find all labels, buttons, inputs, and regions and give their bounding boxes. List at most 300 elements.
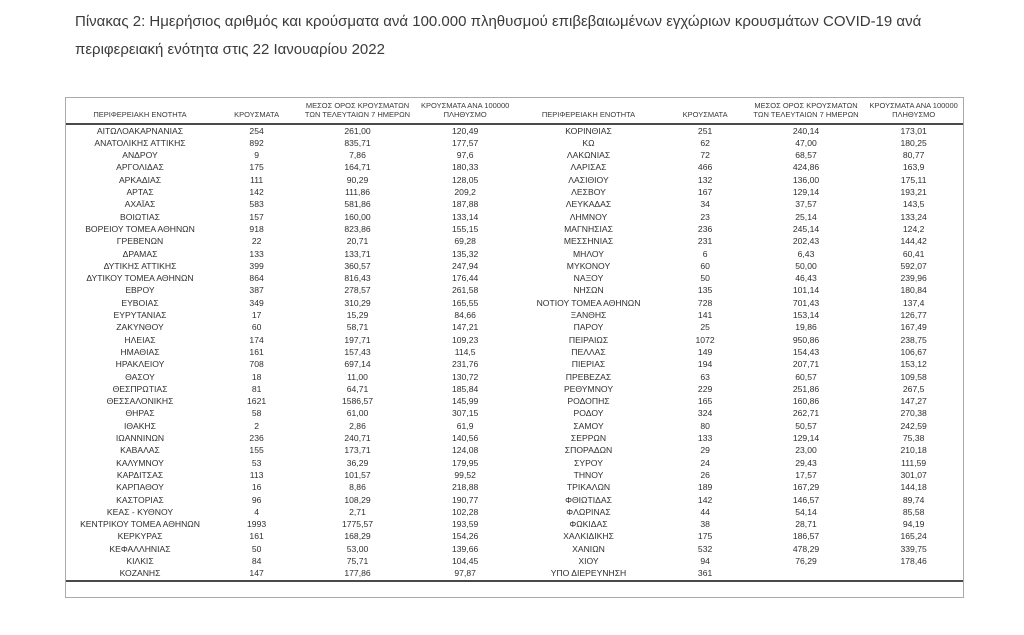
table-cell: ΚΑΒΑΛΑΣ	[120, 445, 160, 456]
table-row	[515, 124, 964, 137]
table-cell: 80	[700, 420, 710, 431]
table-header-left	[66, 98, 515, 124]
table-cell: ΡΟΔΟΠΗΣ	[567, 396, 610, 407]
table-cell: ΚΕΦΑΛΛΗΝΙΑΣ	[109, 543, 171, 554]
table-cell: 816,43	[344, 273, 371, 284]
table-row	[66, 371, 515, 383]
table-cell: ΑΡΓΟΛΙΔΑΣ	[116, 162, 164, 173]
table-cell: ΛΕΥΚΑΔΑΣ	[565, 199, 612, 210]
table-cell: ΚΑΛΥΜΝΟΥ	[116, 457, 164, 468]
table-cell: 22	[251, 236, 262, 247]
table-cell: 135	[697, 285, 713, 296]
table-cell: ΠΡΕΒΕΖΑΣ	[565, 371, 612, 382]
table-cell: 68,57	[795, 150, 817, 161]
table-row	[66, 248, 515, 260]
table-cell: 17,57	[795, 469, 817, 480]
table-cell: 168,29	[344, 531, 371, 542]
table-cell: ΓΡΕΒΕΝΩΝ	[116, 236, 164, 247]
table-cell: 701,43	[792, 297, 820, 308]
table-row	[66, 198, 515, 210]
table-row	[66, 124, 515, 137]
table-cell: 108,29	[344, 494, 371, 505]
table-cell: 236	[249, 433, 264, 444]
table-cell: 160,00	[344, 211, 371, 222]
table-cell: 1072	[695, 334, 715, 345]
table-cell: 142	[697, 494, 713, 505]
table-body-right	[515, 124, 964, 581]
table-cell: 23,00	[795, 445, 817, 456]
table-row	[66, 161, 515, 173]
table-cell: 97,6	[456, 150, 474, 161]
table-cell: ΣΠΟΡΑΔΩΝ	[564, 445, 613, 456]
table-row	[515, 334, 964, 346]
table-cell: 180,25	[900, 137, 927, 148]
table-cell: 75,38	[902, 433, 925, 444]
table-cell: ΝΗΣΩΝ	[573, 285, 604, 296]
table-row	[515, 530, 964, 542]
table-cell: ΡΕΘΥΜΝΟΥ	[563, 383, 614, 394]
table-row	[515, 432, 964, 444]
table-row	[515, 407, 964, 419]
table-row	[515, 272, 964, 284]
table-cell: 72	[700, 150, 710, 161]
table-cell: 61,9	[456, 420, 474, 431]
table-row	[515, 395, 964, 407]
table-cell: ΚΕΡΚΥΡΑΣ	[117, 531, 163, 542]
table-cell: ΚΩ	[582, 137, 595, 148]
table-cell: 101,57	[344, 469, 371, 480]
table-cell: 339,75	[900, 543, 927, 554]
table-row	[515, 371, 964, 383]
col-header-region: ΠΕΡΙΦΕΡΕΙΑΚΗ ΕΝΟΤΗΤΑ	[515, 98, 663, 124]
table-row	[66, 420, 515, 432]
col-header-region: ΠΕΡΙΦΕΡΕΙΑΚΗ ΕΝΟΤΗΤΑ	[66, 98, 214, 124]
table-row	[515, 211, 964, 223]
table-cell: ΘΑΣΟΥ	[125, 371, 155, 382]
table-cell: 210,18	[900, 445, 927, 456]
table-cell: 6,43	[797, 248, 815, 259]
covid-region-table	[65, 97, 964, 598]
table-cell: ΧΑΝΙΩΝ	[572, 543, 605, 554]
table-cell: 135,32	[452, 248, 479, 259]
table-cell: 38	[700, 519, 710, 530]
table-cell: 75,71	[346, 555, 369, 566]
table-cell: ΒΟΡΕΙΟΥ ΤΟΜΕΑ ΑΘΗΝΩΝ	[85, 223, 195, 234]
table-cell: 581,86	[344, 199, 371, 210]
table-cell: 236	[697, 223, 713, 234]
table-cell: 1775,57	[341, 519, 374, 530]
table-cell: ΙΘΑΚΗΣ	[124, 420, 156, 431]
table-cell: 109,23	[452, 334, 479, 345]
table-cell: 46,43	[795, 273, 817, 284]
table-cell: 194	[697, 359, 713, 370]
table-cell: 133,24	[900, 211, 927, 222]
table-cell: 36,29	[346, 457, 369, 468]
table-cell: ΑΧΑΪΑΣ	[124, 199, 156, 210]
table-cell: 231	[697, 236, 713, 247]
table-cell: 101,14	[792, 285, 820, 296]
table-cell: 63	[700, 371, 710, 382]
table-cell: 697,14	[344, 359, 371, 370]
col-header-per100k: ΚΡΟΥΣΜΑΤΑ ΑΝΑ 100000 ΠΛΗΘΥΣΜΟ	[864, 98, 963, 124]
table-cell: 349	[249, 297, 264, 308]
table-row	[515, 186, 964, 198]
table-cell: ΒΟΙΩΤΙΑΣ	[120, 211, 160, 222]
table-cell: 207,71	[792, 359, 820, 370]
table-cell: 154,26	[452, 531, 479, 542]
table-row	[515, 284, 964, 296]
table-cell: 892	[249, 137, 264, 148]
table-cell: 247,94	[452, 260, 479, 271]
table-row	[515, 297, 964, 309]
table-cell: 99,52	[454, 469, 476, 480]
table-cell: 133,71	[344, 248, 371, 259]
table-cell: ΜΕΣΣΗΝΙΑΣ	[563, 236, 614, 247]
table-cell: ΦΩΚΙΔΑΣ	[569, 519, 608, 530]
table-cell: 29	[700, 445, 710, 456]
table-cell: 254	[249, 125, 264, 136]
table-row	[515, 469, 964, 481]
table-cell: 133,14	[452, 211, 479, 222]
table-cell: 44	[700, 506, 710, 517]
table-row	[66, 174, 515, 186]
table-cell: 146,57	[792, 494, 820, 505]
table-cell: 50	[700, 273, 710, 284]
table-cell: 310,29	[344, 297, 371, 308]
table-cell: 7,86	[349, 150, 366, 161]
table-row	[515, 321, 964, 333]
table-cell: ΛΑΚΩΝΙΑΣ	[566, 150, 611, 161]
table-row	[515, 309, 964, 321]
table-cell: 50,00	[795, 260, 817, 271]
table-cell: ΕΥΡΥΤΑΝΙΑΣ	[113, 310, 167, 321]
table-cell: 129,14	[792, 433, 820, 444]
table-row	[515, 149, 964, 161]
table-cell: ΧΙΟΥ	[578, 555, 599, 566]
table-cell: ΣΥΡΟΥ	[574, 457, 603, 468]
table-cell: 424,86	[792, 162, 820, 173]
table-cell: 231,76	[452, 359, 479, 370]
table-cell: 109,58	[900, 371, 927, 382]
table-cell: 165	[697, 396, 713, 407]
table-cell: 69,28	[454, 236, 476, 247]
col-header-avg7: ΜΕΣΟΣ ΟΡΟΣ ΚΡΟΥΣΜΑΤΩΝ ΤΩΝ ΤΕΛΕΥΤΑΙΩΝ 7 ΗΜΕΡΩΝ	[748, 98, 865, 124]
table-cell: 307,15	[452, 408, 479, 419]
table-cell: 155,15	[452, 223, 479, 234]
table-cell: ΡΟΔΟΥ	[573, 408, 604, 419]
table-cell: 111,86	[345, 187, 371, 198]
table-cell: 144,42	[900, 236, 927, 247]
table-row	[66, 530, 515, 542]
table-cell: 85,58	[902, 506, 925, 517]
table-row	[66, 309, 515, 321]
table-cell: 60	[700, 260, 710, 271]
table-cell: ΚΑΡΔΙΤΣΑΣ	[116, 469, 164, 480]
table-cell: 1586,57	[341, 396, 374, 407]
table-cell: 90,29	[346, 174, 369, 185]
table-cell: 251,86	[792, 383, 820, 394]
table-row	[515, 383, 964, 395]
table-cell: ΤΡΙΚΑΛΩΝ	[566, 482, 611, 493]
table-row	[515, 248, 964, 260]
table-cell: 28,71	[795, 519, 817, 530]
table-cell: 132	[697, 174, 713, 185]
table-row	[66, 272, 515, 284]
table-cell: 1993	[247, 519, 267, 530]
table-row	[66, 494, 515, 506]
table-cell: ΑΝΑΤΟΛΙΚΗΣ ΑΤΤΙΚΗΣ	[94, 137, 186, 148]
table-cell: 175	[697, 531, 713, 542]
table-cell: 728	[697, 297, 713, 308]
table-cell: 387	[249, 285, 264, 296]
table-row	[66, 297, 515, 309]
table-cell: 130,72	[452, 371, 479, 382]
table-cell: ΜΥΚΟΝΟΥ	[566, 260, 611, 271]
table-cell: 478,29	[792, 543, 820, 554]
table-row	[515, 444, 964, 456]
table-row	[66, 469, 515, 481]
table-row	[515, 161, 964, 173]
table-cell: 140,56	[452, 433, 479, 444]
table-cell: 76,29	[795, 555, 817, 566]
table-cell: 153,14	[792, 310, 820, 321]
table-cell: 157,43	[344, 346, 371, 357]
table-cell: 864	[249, 273, 264, 284]
table-cell: ΑΡΚΑΔΙΑΣ	[118, 174, 162, 185]
table-row	[66, 457, 515, 469]
table-cell: 301,07	[900, 469, 927, 480]
table-cell: 240,71	[344, 433, 371, 444]
table-cell: 262,71	[792, 408, 820, 419]
table-cell: 161	[249, 531, 264, 542]
table-cell: 185,84	[452, 383, 479, 394]
table-cell: ΦΛΩΡΙΝΑΣ	[566, 506, 611, 517]
table-cell: 239,96	[900, 273, 927, 284]
table-cell: ΛΑΡΙΣΑΣ	[570, 162, 607, 173]
table-row	[66, 149, 515, 161]
table-row	[66, 543, 515, 555]
table-row	[66, 346, 515, 358]
table-cell: 154,43	[792, 346, 820, 357]
table-cell: 1621	[247, 396, 267, 407]
table-cell: 84,66	[454, 310, 476, 321]
table-row	[515, 518, 964, 530]
table-cell: ΣΕΡΡΩΝ	[570, 433, 607, 444]
table-cell: 84	[251, 555, 262, 566]
table-header-right	[515, 98, 964, 124]
table-cell: 218,88	[452, 482, 479, 493]
table-cell: 153,12	[900, 359, 927, 370]
table-cell: 23	[700, 211, 710, 222]
table-cell: 16	[251, 482, 262, 493]
table-cell: ΚΙΛΚΙΣ	[126, 555, 154, 566]
table-title: Πίνακας 2: Ημερήσιος αριθμός και κρούσματα ανά 100.000 πληθυσμού επιβεβαιωμένων εγχώριων κρουσμάτων COVID-19 ανά περιφερειακή ενότητα στις 22 Ιανουαρίου 2022	[75, 13, 922, 58]
table-row	[515, 223, 964, 235]
table-cell: 823,86	[344, 223, 371, 234]
table-cell: ΘΗΡΑΣ	[125, 408, 155, 419]
table-cell: 34	[700, 199, 710, 210]
table-cell: 155	[249, 445, 264, 456]
table-row	[66, 284, 515, 296]
table-row	[66, 358, 515, 370]
table-cell: ΑΝΔΡΟΥ	[122, 150, 158, 161]
table-cell: 11,00	[347, 371, 368, 382]
table-row	[515, 567, 964, 580]
table-cell: 242,59	[900, 420, 927, 431]
table-cell: 278,57	[344, 285, 371, 296]
table-cell: 20,71	[346, 236, 369, 247]
table-cell: 240,14	[792, 125, 820, 136]
table-cell: ΙΩΑΝΝΙΝΩΝ	[115, 433, 165, 444]
table-row	[66, 407, 515, 419]
table-row	[66, 481, 515, 493]
table-cell: ΠΕΛΛΑΣ	[571, 346, 606, 357]
table-cell: 147,21	[452, 322, 479, 333]
cases-table-right	[515, 98, 964, 582]
table-row	[66, 432, 515, 444]
table-cell: 177,86	[344, 568, 371, 579]
table-cell: 361	[697, 568, 713, 579]
table-cell: 24	[700, 457, 710, 468]
table-cell: 80,77	[902, 150, 925, 161]
table-cell: 15,29	[346, 310, 369, 321]
table-cell: 64,71	[346, 383, 369, 394]
table-cell: 229	[697, 383, 713, 394]
table-cell: ΕΒΡΟΥ	[125, 285, 155, 296]
table-cell: 950,86	[792, 334, 820, 345]
table-cell: 133	[697, 433, 713, 444]
table-row	[515, 198, 964, 210]
table-row	[515, 346, 964, 358]
table-cell: ΦΘΙΩΤΙΔΑΣ	[565, 494, 612, 505]
table-cell: 128,05	[452, 174, 479, 185]
table-cell: 81	[251, 383, 262, 394]
table-row	[515, 420, 964, 432]
table-row	[66, 334, 515, 346]
table-cell: ΝΑΞΟΥ	[573, 273, 604, 284]
table-cell: 2,86	[349, 420, 366, 431]
table-cell: 17	[251, 310, 262, 321]
table-cell: 136,00	[792, 174, 820, 185]
table-row	[66, 395, 515, 407]
table-cell: 145,99	[452, 396, 479, 407]
table-cell: ΔΡΑΜΑΣ	[122, 248, 158, 259]
table-cell: ΚΑΣΤΟΡΙΑΣ	[116, 494, 164, 505]
table-row	[515, 137, 964, 149]
header-row	[515, 98, 964, 124]
table-cell: ΛΑΣΙΘΙΟΥ	[568, 174, 609, 185]
table-cell: ΔΥΤΙΚΟΥ ΤΟΜΕΑ ΑΘΗΝΩΝ	[86, 273, 194, 284]
table-cell: 126,77	[900, 310, 927, 321]
table-cell: ΛΕΣΒΟΥ	[571, 187, 606, 198]
table-cell: 4	[254, 506, 259, 517]
table-cell: 141	[697, 310, 713, 321]
table-cell: 124,08	[452, 445, 479, 456]
table-cell: ΛΗΜΝΟΥ	[569, 211, 608, 222]
table-row	[66, 235, 515, 247]
table-cell: 160,86	[792, 396, 820, 407]
table-cell: 104,45	[452, 555, 479, 566]
table-cell: 180,84	[900, 285, 927, 296]
table-cell: ΝΟΤΙΟΥ ΤΟΜΕΑ ΑΘΗΝΩΝ	[536, 297, 641, 308]
table-cell: 54,14	[795, 506, 817, 517]
table-cell: 53,00	[346, 543, 369, 554]
table-cell: 157	[249, 211, 264, 222]
table-cell: 113	[249, 469, 264, 480]
table-cell: 9	[254, 150, 259, 161]
table-cell: 167,29	[792, 482, 820, 493]
table-cell: 167,49	[900, 322, 927, 333]
table-cell: ΥΠΟ ΔΙΕΡΕΥΝΗΣΗ	[550, 568, 627, 579]
table-cell: 267,5	[902, 383, 925, 394]
table-cell: 50	[251, 543, 262, 554]
table-cell: 26	[700, 469, 710, 480]
table-cell: 60	[251, 322, 262, 333]
table-cell: ΖΑΚΥΝΘΟΥ	[116, 322, 164, 333]
table-cell: 178,46	[900, 555, 927, 566]
table-cell: 2,71	[349, 506, 366, 517]
table-cell: 149	[697, 346, 713, 357]
table-cell: 53	[251, 457, 262, 468]
table-row	[515, 235, 964, 247]
table-cell: 144,18	[900, 482, 927, 493]
table-row	[66, 321, 515, 333]
table-cell: 139,66	[452, 543, 479, 554]
table-cell: ΔΥΤΙΚΗΣ ΑΤΤΙΚΗΣ	[103, 260, 177, 271]
table-cell: 186,57	[792, 531, 820, 542]
table-cell: 163,9	[902, 162, 925, 173]
col-header-cases: ΚΡΟΥΣΜΑΤΑ	[214, 98, 299, 124]
col-header-per100k: ΚΡΟΥΣΜΑΤΑ ΑΝΑ 100000 ΠΛΗΘΥΣΜΟ	[416, 98, 515, 124]
table-row	[515, 358, 964, 370]
table-cell: 161	[249, 346, 264, 357]
table-cell: 58	[251, 408, 262, 419]
table-cell: 94,19	[902, 519, 925, 530]
table-cell: 835,71	[344, 137, 371, 148]
table-cell: 179,95	[452, 457, 479, 468]
table-cell: 177,57	[452, 137, 479, 148]
table-cell: ΑΡΤΑΣ	[126, 187, 154, 198]
table-row	[66, 506, 515, 518]
table-cell: ΑΙΤΩΛΟΑΚΑΡΝΑΝΙΑΣ	[96, 125, 184, 136]
table-cell: 142	[249, 187, 264, 198]
table-cell: 137,4	[902, 297, 925, 308]
table-cell	[748, 567, 865, 580]
table-row	[66, 383, 515, 395]
table-cell: 174	[249, 334, 264, 345]
table-cell: 165,55	[452, 297, 479, 308]
table-cell: ΘΕΣΣΑΛΟΝΙΚΗΣ	[106, 396, 174, 407]
table-cell: 399	[249, 260, 264, 271]
table-cell: 251	[697, 125, 713, 136]
table-cell: ΜΑΓΝΗΣΙΑΣ	[564, 223, 613, 234]
table-cell: 147	[249, 568, 264, 579]
table-cell: 261,58	[452, 285, 479, 296]
table-cell: 111,59	[901, 457, 927, 468]
table-row	[66, 223, 515, 235]
table-cell: 180,33	[452, 162, 479, 173]
table-cell: 165,24	[900, 531, 927, 542]
table-cell: 25,14	[795, 211, 817, 222]
table-cell: 164,71	[344, 162, 371, 173]
table-cell: 708	[249, 359, 264, 370]
table-cell: ΕΥΒΟΙΑΣ	[121, 297, 159, 308]
table-cell: ΤΗΝΟΥ	[573, 469, 604, 480]
table-cell: 6	[702, 248, 708, 259]
table-cell: 37,57	[795, 199, 817, 210]
table-cell: 167	[697, 187, 713, 198]
table-cell	[864, 567, 963, 580]
